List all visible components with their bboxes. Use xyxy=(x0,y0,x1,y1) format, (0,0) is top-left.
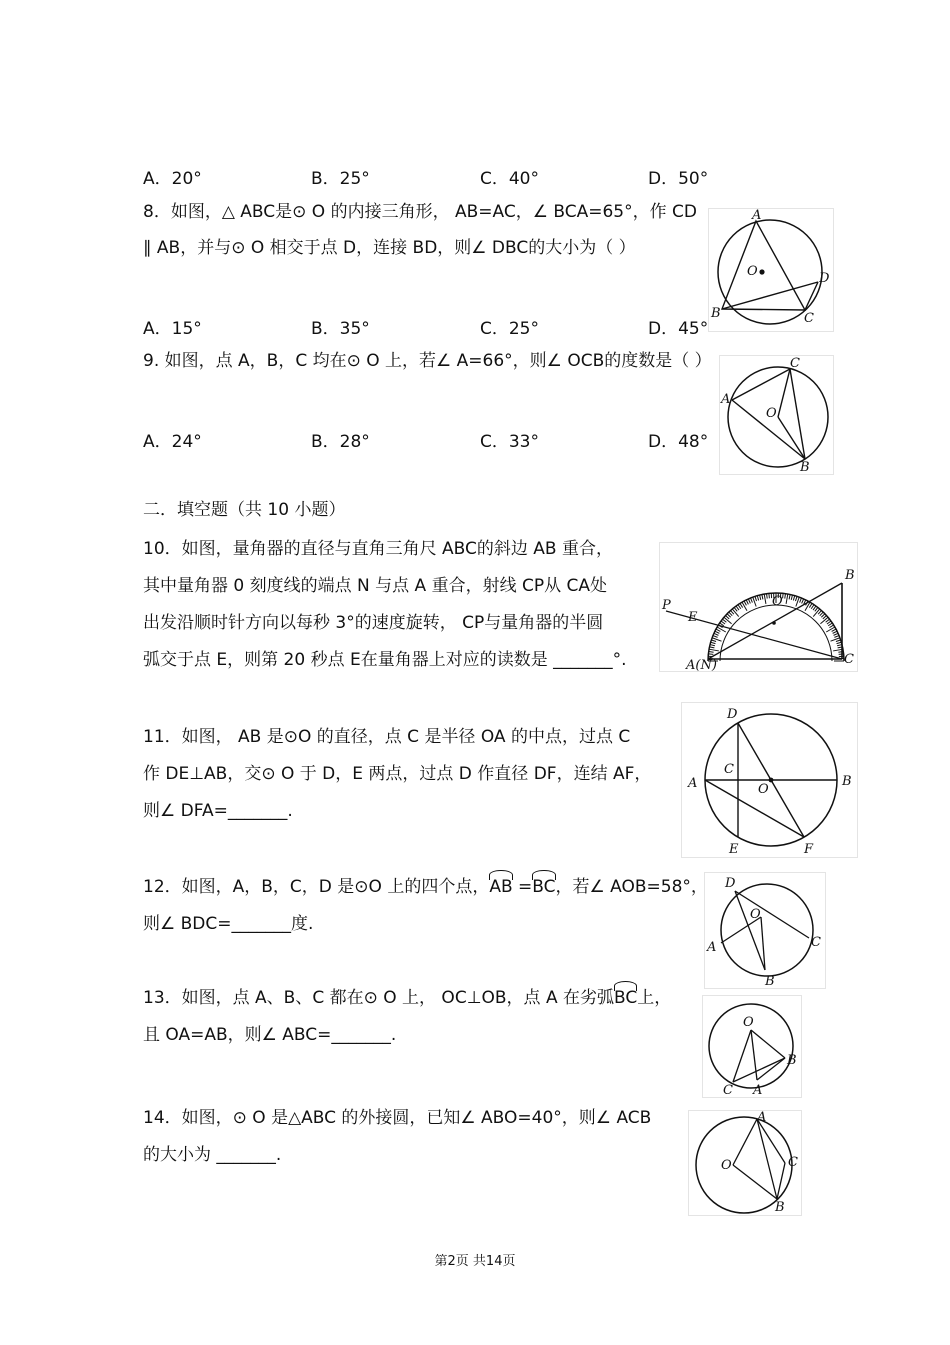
q14-text-line2: 的大小为 _______. xyxy=(143,1145,282,1165)
q7-option-c: C．40° xyxy=(480,169,540,189)
q9-text-line1: 9. 如图，点 A，B，C 均在⊙ O 上，若∠ A=66°，则∠ OCB的度数是（ ） xyxy=(143,351,712,371)
q9-label-b: B xyxy=(800,460,810,474)
q8-figure xyxy=(708,208,834,332)
q11-label-o: O xyxy=(758,782,769,797)
page-footer: 第2页 共14页 xyxy=(434,1254,516,1269)
q13-arc-bc: BC xyxy=(613,988,638,1008)
q10-label-b: B xyxy=(845,568,855,583)
q11-label-e: E xyxy=(729,842,739,857)
q7-option-b: B．25° xyxy=(311,169,370,189)
q9-figure xyxy=(719,355,834,475)
q13-text-a: 13．如图，点 A、B、C 都在⊙ O 上， OC⊥OB，点 A 在劣弧 xyxy=(143,988,614,1008)
q8-label-a: A xyxy=(752,209,762,223)
q12-arc-ab: AB xyxy=(489,877,513,897)
q8-label-b: B xyxy=(711,306,721,321)
q13-label-a: A xyxy=(753,1083,763,1097)
q14-label-o: O xyxy=(721,1158,732,1173)
q13-text-line1 xyxy=(143,988,671,1008)
q10-text-line2: 其中量角器 0 刻度线的端点 N 与点 A 重合，射线 CP从 CA处 xyxy=(143,576,608,596)
q8-label-c: C xyxy=(804,311,814,326)
q11-label-c: C xyxy=(724,762,734,777)
q8-option-d: D．45° xyxy=(648,319,709,339)
q10-figure xyxy=(659,542,858,672)
q14-figure xyxy=(688,1110,802,1216)
q12-label-a: A xyxy=(707,940,717,955)
q12-eq: = xyxy=(518,877,533,897)
q11-figure xyxy=(681,702,858,858)
q13-label-b: B xyxy=(787,1053,797,1068)
q12-arc-bc: BC xyxy=(532,877,556,897)
q13-label-c: C xyxy=(723,1083,733,1097)
q8-text-line1: 8．如图，△ ABC是⊙ O 的内接三角形， AB=AC，∠ BCA=65°，作 CD xyxy=(143,202,697,222)
q8-text-line2: ∥ AB，并与⊙ O 相交于点 D，连接 BD，则∠ DBC的大小为（ ） xyxy=(143,238,636,258)
q9-option-a: A．24° xyxy=(143,432,202,452)
q13-figure xyxy=(702,995,802,1098)
q14-label-a: A xyxy=(757,1111,767,1125)
q10-label-e: E xyxy=(688,610,698,625)
q12-label-d: D xyxy=(725,876,736,891)
q9-label-o: O xyxy=(766,406,777,421)
q9-label-c: C xyxy=(790,356,800,371)
q8-label-d: D xyxy=(819,271,830,286)
q8-option-a: A．15° xyxy=(143,319,202,339)
q9-option-c: C．33° xyxy=(480,432,540,452)
q11-text-line3: 则∠ DFA=_______. xyxy=(143,801,293,821)
q12-label-o: O xyxy=(750,907,761,922)
q8-option-b: B．35° xyxy=(311,319,370,339)
q9-label-a: A xyxy=(721,392,731,407)
q12-figure xyxy=(704,872,826,989)
section-fill-in-heading: 二．填空题（共 10 小题） xyxy=(143,500,346,520)
q9-option-b: B．28° xyxy=(311,432,370,452)
q9-option-d: D．48° xyxy=(648,432,709,452)
q10-label-p: P xyxy=(662,598,671,613)
q12-text-a: 12．如图，A，B，C，D 是⊙O 上的四个点， xyxy=(143,877,490,897)
q12-text-line2: 则∠ BDC=_______度. xyxy=(143,914,314,934)
q11-label-f: F xyxy=(804,842,814,857)
q13-label-o: O xyxy=(743,1015,754,1030)
q13-text-line2: 且 OA=AB，则∠ ABC=_______. xyxy=(143,1025,397,1045)
q7-option-a: A．20° xyxy=(143,169,202,189)
q14-label-c: C xyxy=(788,1155,798,1170)
q10-label-an: A(N) xyxy=(686,658,717,671)
q11-text-line1: 11．如图， AB 是⊙O 的直径，点 C 是半径 OA 的中点，过点 C xyxy=(143,727,631,747)
q10-text-line1: 10．如图，量角器的直径与直角三角尺 ABC的斜边 AB 重合， xyxy=(143,539,613,559)
q14-label-b: B xyxy=(775,1200,785,1215)
q7-option-d: D．50° xyxy=(648,169,709,189)
q11-label-b: B xyxy=(842,774,852,789)
q10-text-line4: 弧交于点 E，则第 20 秒点 E在量角器上对应的读数是 _______°. xyxy=(143,650,627,670)
q10-label-c: C xyxy=(844,652,854,667)
q8-option-c: C．25° xyxy=(480,319,540,339)
q8-label-o: O xyxy=(747,264,758,279)
q12-label-c: C xyxy=(811,935,821,950)
q12-text-line1 xyxy=(143,877,708,897)
q11-label-a: A xyxy=(688,776,698,791)
q13-text-b: 上， xyxy=(637,988,672,1008)
q12-label-b: B xyxy=(765,974,775,988)
q11-text-line2: 作 DE⊥AB，交⊙ O 于 D，E 两点，过点 D 作直径 DF，连结 AF， xyxy=(143,764,652,784)
q12-text-b: ，若∠ AOB=58°， xyxy=(555,877,708,897)
q11-label-d: D xyxy=(727,707,738,722)
q10-text-line3: 出发沿顺时针方向以每秒 3°的速度旋转， CP与量角器的半圆 xyxy=(143,613,604,633)
q10-label-o: O xyxy=(772,594,783,609)
q14-text-line1: 14．如图，⊙ O 是△ABC 的外接圆，已知∠ ABO=40°，则∠ ACB xyxy=(143,1108,652,1128)
